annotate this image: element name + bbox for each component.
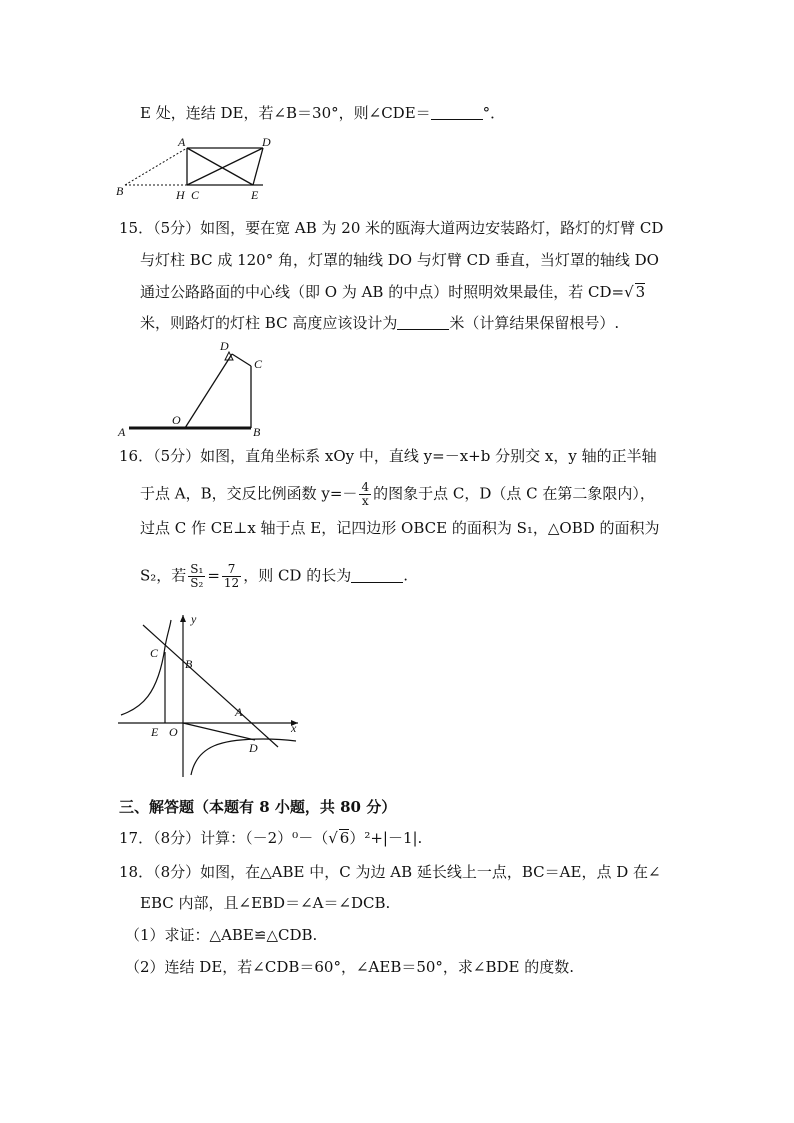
q16-line3: 过点 C 作 CE⊥x 轴于点 E，记四边形 OBCE 的面积为 S₁，△OBD 的面积为 [140,519,660,537]
q18-part1: （1）求证：△ABE≌△CDB. [125,926,318,944]
q14-line1: E 处，连结 DE，若∠B＝30°，则∠CDE＝ °． [140,104,506,122]
section-3-title: 三、解答题（本题有 8 小题，共 80 分） [119,798,397,816]
label-E: E [151,725,159,739]
q18-part2: （2）连结 DE，若∠CDB＝60°，∠AEB＝50°，求∠BDE 的度数. [125,958,575,976]
q16-figure [113,605,313,785]
q15-figure [115,338,275,438]
q15-line4: 米，则路灯的灯柱 BC 高度应该设计为 米（计算结果保留根号）. [140,314,620,332]
answer-blank[interactable] [351,568,403,583]
label-O: O [172,413,181,427]
label-B: B [116,184,124,198]
q15-line3: 通过公路路面的中心线（即 O 为 AB 的中点）时照明效果最佳，若 CD=√ 3 [140,283,646,301]
fraction-s1-over-s2: $\frac{\text{S₁}}{\text{S₂}}$ [190,562,204,590]
label-C: C [150,646,159,660]
q15-line2: 与灯柱 BC 成 120° 角，灯罩的轴线 DO 与灯臂 CD 垂直，当灯罩的轴线 DO [140,251,659,269]
label-O: O [169,725,178,739]
label-C: C [191,188,200,202]
label-C: C [254,357,263,371]
label-B: B [253,425,261,439]
q16-line2: 于点 A，B，交反比例函数 y=－ $\frac{4}{x}$ 的图象于点 C，D（点 C 在第二象限内）， [140,480,655,508]
fraction-4-over-x: $\frac{4}{x}$ [361,480,370,508]
q14-figure [115,133,275,203]
label-y: y [191,612,197,626]
answer-blank[interactable] [397,315,449,330]
label-D: D [220,339,229,353]
q17-line: 17．（8分）计算：（－2）⁰－（√ 6）²+|－1|. [119,829,423,847]
label-E: E [251,188,259,202]
label-x: x [291,721,297,735]
label-A: A [118,425,126,439]
q16-line1: 16．（5分）如图，直角坐标系 xOy 中，直线 y=－x+b 分别交 x，y 轴的正半轴 [119,447,657,465]
q18-line2: EBC 内部，且∠EBD＝∠A＝∠DCB. [140,894,391,912]
label-A: A [235,705,243,719]
label-B: B [185,657,193,671]
label-A: A [178,135,186,149]
label-D: D [262,135,271,149]
fraction-7-over-12: $\frac{7}{12}$ [223,562,240,590]
q16-line4: S₂，若 $\frac{\text{S₁}}{\text{S₂}}$ = $\frac{7}{12}$ ，则 CD 的长为 . [140,562,409,590]
label-H: H [176,188,185,202]
label-D: D [249,741,258,755]
answer-blank[interactable] [431,105,483,120]
q15-line1: 15．（5分）如图，要在宽 AB 为 20 米的瓯海大道两边安装路灯，路灯的灯臂 CD [119,219,664,237]
q18-line1: 18．（8分）如图，在△ABE 中，C 为边 AB 延长线上一点，BC＝AE，点 D 在∠ [119,863,661,881]
